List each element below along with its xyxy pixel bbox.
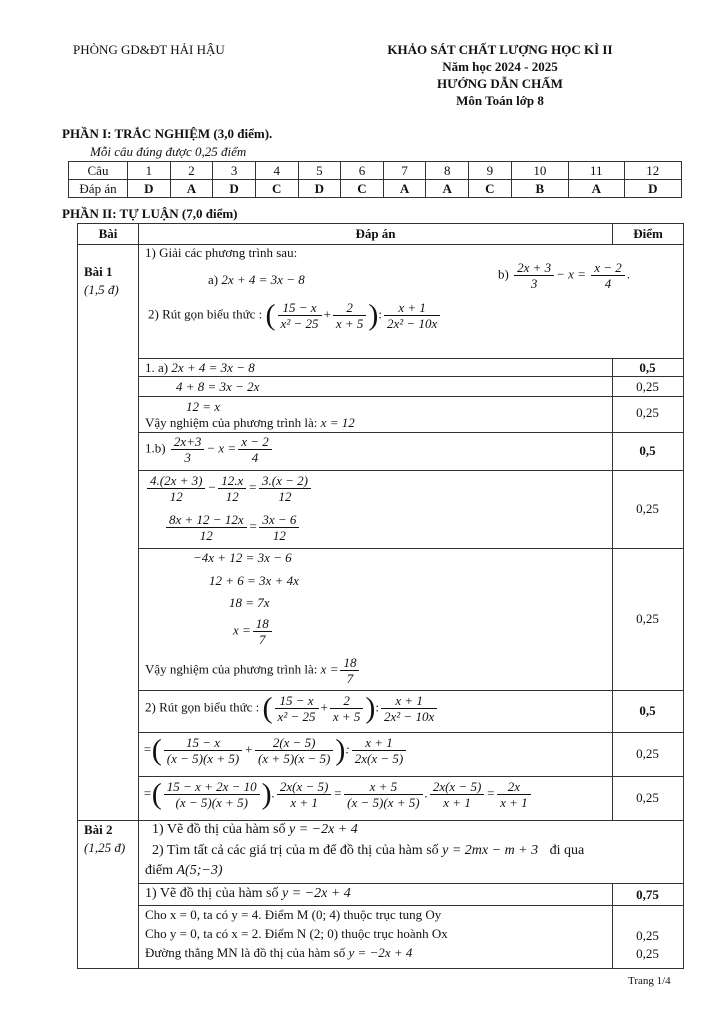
question-row bbox=[69, 162, 682, 180]
a-cell: D bbox=[213, 180, 256, 198]
s2-step2: =( $\frac{15 - x + 2x - 10}{(x - 5)(x + 5)}$ ). $\frac{2x(x - 5)}{x + 1}$ = $\frac{x + 5}{(x - 5)(x + 5)}$ . $\frac{2x(x - 5)}{x + 1}$ = $\frac{2x}{x + 1}$ bbox=[143, 779, 533, 810]
bai2-func: y = −2x + 4 bbox=[289, 822, 358, 837]
fraction: $\frac{15 - x}{\text{x² − 25}}$ bbox=[275, 693, 319, 724]
score-s2: 0,5 bbox=[639, 703, 656, 718]
grid-line bbox=[138, 223, 139, 968]
s2-step1: =( $\frac{15 - x}{(x - 5)(x + 5)}$ + $\frac{2(x - 5)}{(x + 5)(x - 5)}$ ): $\frac{x + 1}{2x(x - 5)}$ bbox=[143, 735, 408, 766]
score-s1a: 0,5 bbox=[639, 360, 656, 375]
bai1-q2: 2) Rút gọn biểu thức : ( $\frac{15 - x}{\text{x² − 25}}$ + $\frac{2}{x + 5}$ ): $\frac{x + 1}{\text{2x² − 10x}}$ bbox=[148, 300, 442, 331]
grid-line bbox=[138, 548, 684, 549]
s1a-root: x = 12 bbox=[320, 415, 355, 430]
grid-line bbox=[77, 223, 78, 968]
score-s1b: 0,5 bbox=[639, 443, 656, 458]
s1b-step3: −4x + 12 = 3x − 6 bbox=[193, 550, 292, 565]
fraction: $\frac{2(x - 5)}{(x + 5)(x - 5)}$ bbox=[255, 735, 333, 766]
bai2-q2-diem: điểm bbox=[145, 863, 173, 878]
grid-line bbox=[138, 470, 684, 471]
col-header-bai: Bài bbox=[98, 226, 118, 241]
s1a-step3: 12 = x bbox=[186, 399, 221, 414]
a-cell: A bbox=[383, 180, 426, 198]
fraction: $\frac{8x + 12 - 12x}{12}$ bbox=[166, 512, 247, 543]
col-header-dapan: Đáp án bbox=[355, 226, 396, 241]
a-cell: C bbox=[341, 180, 384, 198]
s1a-eq: 2x + 4 = 3x − 8 bbox=[171, 360, 255, 375]
a-cell: D bbox=[298, 180, 341, 198]
s1b-conclusion: Vậy nghiệm của phương trình là: bbox=[145, 661, 318, 677]
grid-line bbox=[138, 905, 684, 906]
grid-line bbox=[138, 776, 684, 777]
s1b-step6: x = $\frac{18}{7}$ bbox=[233, 616, 274, 647]
fraction: $\frac{2x(x - 5)}{x + 1}$ bbox=[430, 779, 484, 810]
grid-line bbox=[138, 376, 684, 377]
score-s1a-2: 0,25 bbox=[636, 379, 659, 394]
q-cell: 1 bbox=[128, 162, 171, 180]
q-cell: 7 bbox=[383, 162, 426, 180]
grid-line bbox=[77, 223, 684, 224]
score-s2-3: 0,25 bbox=[636, 790, 659, 805]
q-cell: 5 bbox=[298, 162, 341, 180]
bai1-a bbox=[208, 272, 305, 288]
fraction: $\frac{2x(x - 5)}{x + 1}$ bbox=[277, 779, 331, 810]
fraction: $\frac{2x + 3}{3}$ bbox=[514, 260, 554, 291]
s1a-conclusion: Vậy nghiệm của phương trình là: bbox=[145, 415, 318, 430]
bai1-points: (1,5 đ) bbox=[84, 282, 119, 297]
s1a-line bbox=[145, 360, 255, 376]
fraction: $\frac{3x - 6}{12}$ bbox=[259, 512, 299, 543]
fraction: $\frac{12.x}{12}$ bbox=[218, 473, 246, 504]
s1a-label: 1. a) bbox=[145, 360, 169, 375]
bai2-q2 bbox=[152, 843, 584, 859]
fraction: $\frac{15 - x + 2x - 10}{(x - 5)(x + 5)}$ bbox=[164, 779, 260, 810]
bai2-s1-line3: Đường thẳng MN là đồ thị của hàm số bbox=[145, 945, 346, 960]
page-number: Trang 1/4 bbox=[628, 975, 671, 987]
fraction: $\frac{15 - x}{(x - 5)(x + 5)}$ bbox=[164, 735, 242, 766]
bai1-a-label: a) bbox=[208, 272, 219, 287]
fraction: $\frac{18}{7}$ bbox=[340, 655, 359, 686]
row-label-cau: Câu bbox=[69, 162, 128, 180]
bai1-b-label: b) bbox=[498, 266, 509, 282]
s2-label: 2) Rút gọn biểu thức : bbox=[145, 699, 260, 715]
bai1-b: b) $\frac{2x + 3}{3}$ − x = $\frac{x - 2}{4}$ . bbox=[498, 260, 631, 291]
bai2-q2-text: 2) Tìm tất cả các giá trị của m để đồ thị của hàm số bbox=[152, 843, 439, 858]
s1a-conclusion-line bbox=[145, 415, 355, 431]
exam-title: KHẢO SÁT CHẤT LƯỢNG HỌC KÌ II bbox=[387, 42, 613, 57]
fraction: $\frac{2x+3}{3}$ bbox=[171, 434, 205, 465]
a-cell: D bbox=[128, 180, 171, 198]
q-cell: 2 bbox=[170, 162, 213, 180]
bai2-q2-suffix: đi qua bbox=[549, 843, 585, 858]
grid-line bbox=[138, 432, 684, 433]
department-name: PHÒNG GD&ĐT HẢI HẬU bbox=[73, 42, 225, 57]
grid-line bbox=[138, 396, 684, 397]
bai1-intro: 1) Giải các phương trình sau: bbox=[145, 245, 298, 260]
a-cell: A bbox=[426, 180, 469, 198]
score-bai2-s1: 0,75 bbox=[636, 887, 659, 902]
col-header-diem: Điểm bbox=[633, 226, 663, 241]
grid-line bbox=[77, 968, 684, 969]
fraction: $\frac{x + 5}{(x - 5)(x + 5)}$ bbox=[344, 779, 422, 810]
grid-line bbox=[138, 732, 684, 733]
s1b-step1: $\frac{4.(2x + 3)}{12}$ − $\frac{12.x}{12}$ = $\frac{3.(x - 2)}{12}$ bbox=[145, 473, 313, 504]
bai2-q1 bbox=[152, 822, 358, 838]
bai2-s1-line2: Cho y = 0, ta có x = 2. Điểm N (2; 0) thuộc trục hoành Ox bbox=[145, 926, 448, 941]
score-bai2-s1-b: 0,25 bbox=[636, 946, 659, 961]
bai2-points: (1,25 đ) bbox=[84, 840, 126, 855]
a-cell: D bbox=[624, 180, 681, 198]
row-label-dapan: Đáp án bbox=[69, 180, 128, 198]
a-cell: B bbox=[511, 180, 568, 198]
s1b-label: 1.b) bbox=[145, 440, 166, 456]
bai2-point: A(5;−3) bbox=[176, 863, 223, 878]
fraction: $\frac{4.(2x + 3)}{12}$ bbox=[147, 473, 205, 504]
s1b-step2: $\frac{8x + 12 - 12x}{12}$ = $\frac{3x - 6}{12}$ bbox=[164, 512, 301, 543]
guide-title: HƯỚNG DẪN CHẤM bbox=[437, 76, 563, 91]
a-cell: C bbox=[255, 180, 298, 198]
bai2-s1-func2: y = −2x + 4 bbox=[348, 945, 413, 960]
a-cell: A bbox=[170, 180, 213, 198]
bai2-q1-text: 1) Vẽ đồ thị của hàm số bbox=[152, 822, 286, 837]
subject-title: Môn Toán lớp 8 bbox=[456, 93, 544, 108]
school-year: Năm học 2024 - 2025 bbox=[442, 59, 558, 74]
score-s1a-3: 0,25 bbox=[636, 405, 659, 420]
bai2-s1-line3-wrap bbox=[145, 945, 412, 961]
part1-title: PHẦN I: TRẮC NGHIỆM (3,0 điểm). bbox=[62, 126, 273, 141]
q-cell: 10 bbox=[511, 162, 568, 180]
bai2-s1-line1: Cho x = 0, ta có y = 4. Điểm M (0; 4) thuộc trục tung Oy bbox=[145, 907, 442, 922]
bai2-label: Bài 2 bbox=[84, 822, 113, 837]
answer-row bbox=[69, 180, 682, 198]
fraction: $\frac{x + 1}{\text{2x² − 10x}}$ bbox=[381, 693, 437, 724]
answer-table bbox=[68, 161, 682, 198]
bai2-s1 bbox=[145, 886, 351, 902]
s1a-step2: 4 + 8 = 3x − 2x bbox=[176, 379, 260, 394]
q-cell: 12 bbox=[624, 162, 681, 180]
q-cell: 3 bbox=[213, 162, 256, 180]
q-cell: 6 bbox=[341, 162, 384, 180]
score-s1b-2: 0,25 bbox=[636, 501, 659, 516]
part1-note: Mỗi câu đúng được 0,25 điểm bbox=[90, 144, 247, 159]
s1b-step4: 12 + 6 = 3x + 4x bbox=[209, 573, 299, 588]
part2-title: PHẦN II: TỰ LUẬN (7,0 điểm) bbox=[62, 206, 238, 221]
a-cell: A bbox=[569, 180, 625, 198]
score-bai2-s1-a: 0,25 bbox=[636, 928, 659, 943]
q-cell: 8 bbox=[426, 162, 469, 180]
fraction: $\frac{3.(x - 2)}{12}$ bbox=[259, 473, 311, 504]
s1b-step5: 18 = 7x bbox=[229, 595, 270, 610]
s1b-line: 1.b) $\frac{2x+3}{3}$ − x = $\frac{x - 2}{4}$ bbox=[145, 434, 274, 465]
bai1-a-eq: 2x + 4 = 3x − 8 bbox=[221, 272, 305, 287]
q-cell: 11 bbox=[569, 162, 625, 180]
fraction: $\frac{x - 2}{4}$ bbox=[238, 434, 272, 465]
fraction: $\frac{2}{x + 5}$ bbox=[333, 300, 367, 331]
fraction: $\frac{2x}{x + 1}$ bbox=[497, 779, 531, 810]
s1b-conclusion-line: Vậy nghiệm của phương trình là: x = $\frac{18}{7}$ bbox=[145, 655, 361, 686]
q-cell: 9 bbox=[469, 162, 512, 180]
bai2-func2: y = 2mx − m + 3 bbox=[442, 843, 539, 858]
grid-line bbox=[77, 820, 684, 821]
s2-line: 2) Rút gọn biểu thức : ( $\frac{15 - x}{\text{x² − 25}}$ + $\frac{2}{x + 5}$ ): $\frac{x + 1}{\text{2x² − 10x}}$ bbox=[145, 693, 439, 724]
q-cell: 4 bbox=[255, 162, 298, 180]
grid-line bbox=[138, 690, 684, 691]
fraction: $\frac{x - 2}{4}$ bbox=[591, 260, 625, 291]
score-s1b-3: 0,25 bbox=[636, 611, 659, 626]
score-s2-2: 0,25 bbox=[636, 746, 659, 761]
bai2-q2-line2 bbox=[145, 863, 223, 879]
fraction: $\frac{x + 1}{2x(x - 5)}$ bbox=[352, 735, 406, 766]
fraction: $\frac{18}{7}$ bbox=[253, 616, 272, 647]
bai2-s1-func: y = −2x + 4 bbox=[282, 886, 351, 901]
bai1-label: Bài 1 bbox=[84, 264, 113, 279]
grid-line bbox=[138, 358, 684, 359]
fraction: $\frac{2}{x + 5}$ bbox=[330, 693, 364, 724]
doc-header-block bbox=[340, 41, 660, 109]
fraction: $\frac{15 - x}{\text{x² − 25}}$ bbox=[278, 300, 322, 331]
a-cell: C bbox=[469, 180, 512, 198]
bai2-s1-text: 1) Vẽ đồ thị của hàm số bbox=[145, 886, 279, 901]
fraction: $\frac{x + 1}{\text{2x² − 10x}}$ bbox=[384, 300, 440, 331]
bai1-q2-label: 2) Rút gọn biểu thức : bbox=[148, 306, 263, 322]
grid-line bbox=[138, 883, 684, 884]
grid-line bbox=[683, 223, 684, 968]
